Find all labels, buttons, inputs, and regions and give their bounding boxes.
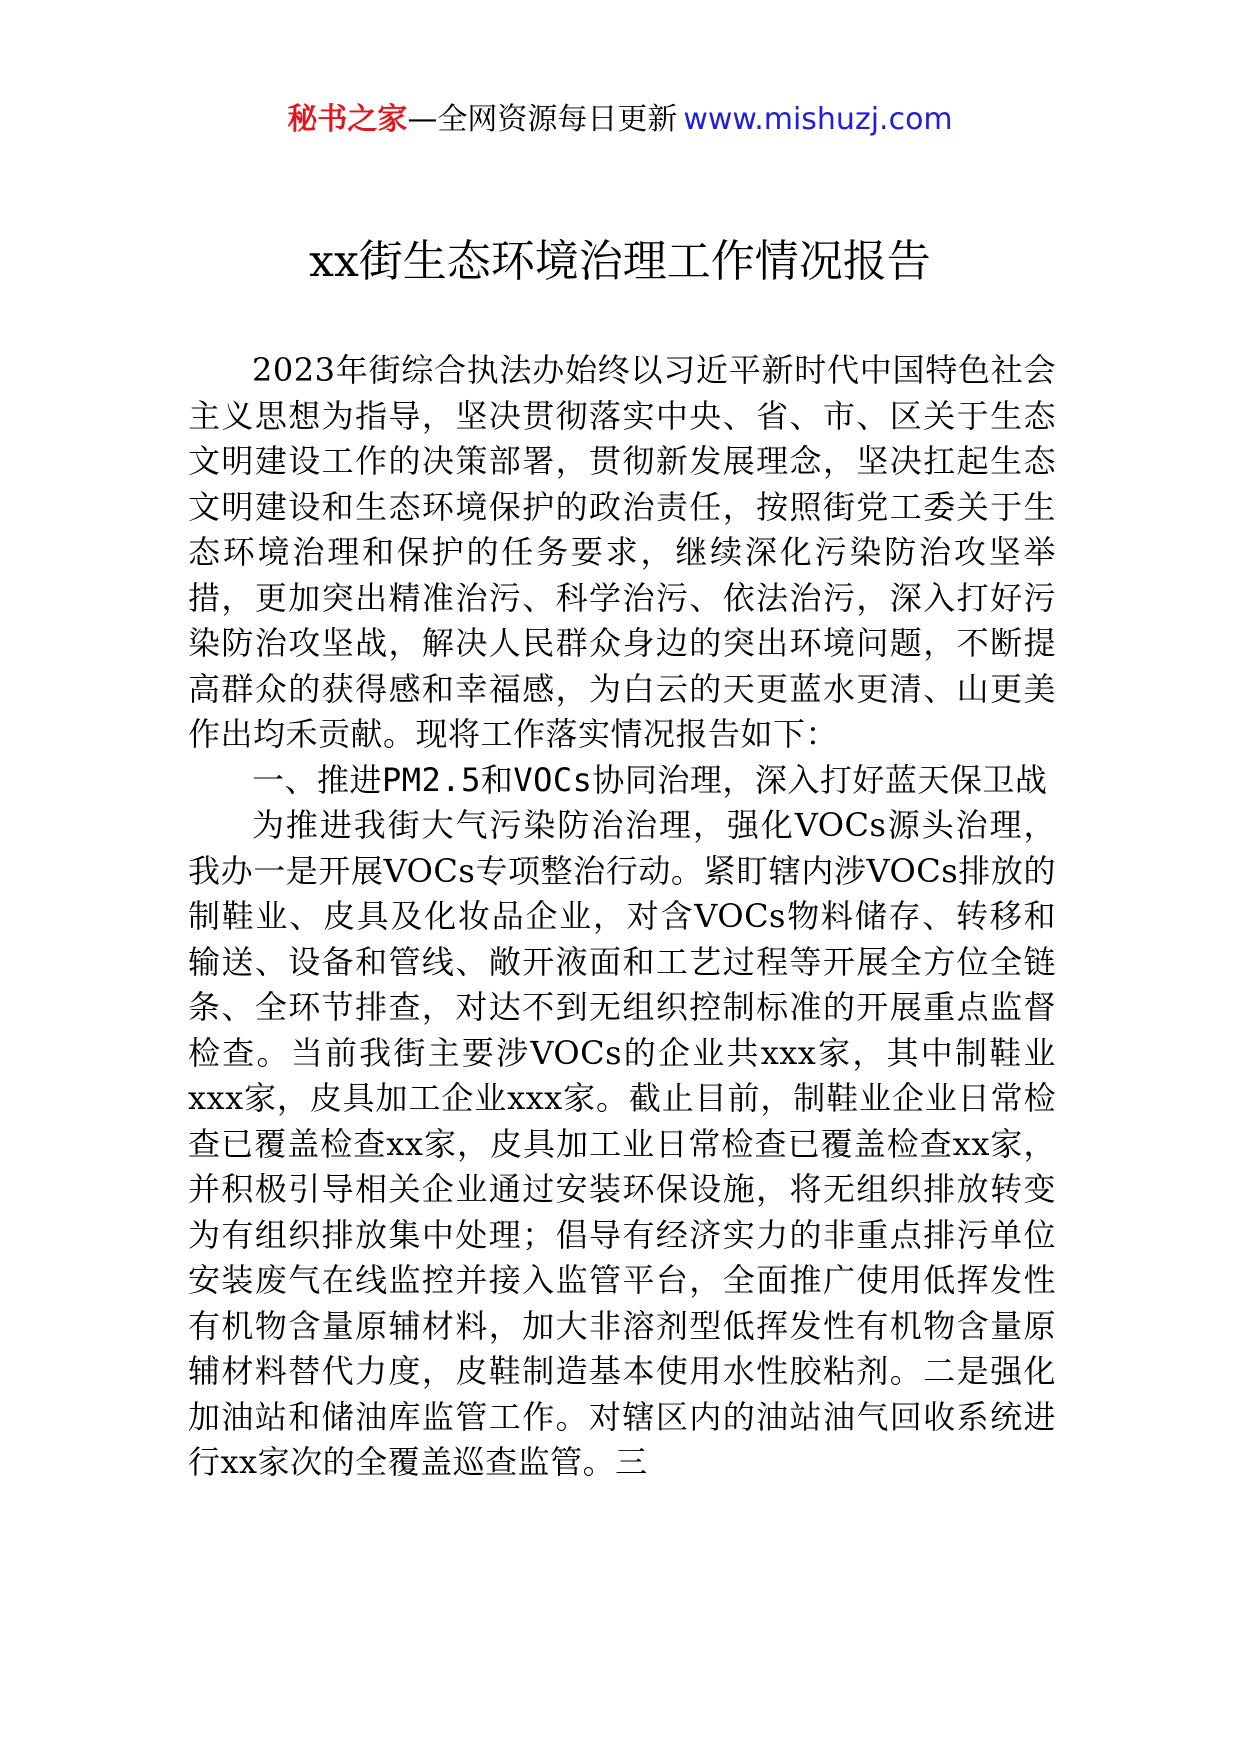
intro-paragraph: 2023年街综合执法办始终以习近平新时代中国特色社会主义思想为指导，坚决贯彻落实中央、省、市、区关于生态文明建设工作的决策部署，贯彻新发展理念，坚决扛起生态文明建设和生态环境保护的政治责任，按照街党工委关于生态环境治理和保护的任务要求，继续深化污染防治攻坚举措，更加突出精准治污、科学治污、依法治污，深入打好污染防治攻坚战，解决人民群众身边的突出环境问题，不断提高群众的获得感和幸福感，为白云的天更蓝水更清、山更美作出均禾贡献。现将工作落实情况报告如下： — [188, 351, 1056, 753]
document-title: xx街生态环境治理工作情况报告 — [309, 236, 931, 287]
banner-slogan: —全网资源每日更新 — [407, 102, 678, 137]
brand-name: 秘书之家 — [287, 102, 408, 137]
site-url-link[interactable]: www.mishuzj.com — [683, 102, 953, 137]
body-paragraph: 为推进我街大气污染防治治理，强化VOCs源头治理，我办一是开展VOCs专项整治行动。紧盯辖内涉VOCs排放的制鞋业、皮具及化妆品企业，对含VOCs物料储存、转移和输送、设备和管线、敞开液面和工艺过程等开展全方位全链条、全环节排查，对达不到无组织控制标准的开展重点监督检查。当前我街主要涉VOCs的企业共xxx家，其中制鞋业xxx家，皮具加工企业xxx家。截止目前，制鞋业企业日常检查已覆盖检查xx家，皮具加工业日常检查已覆盖检查xx家，并积极引导相关企业通过安装环保设施，将无组织排放转变为有组织排放集中处理；倡导有经济实力的非重点排污单位安装废气在线监控并接入监管平台，全面推广使用低挥发性有机物含量原辅材料，加大非溶剂型低挥发性有机物含量原辅材料替代力度，皮鞋制造基本使用水性胶粘剂。二是强化加油站和储油库监管工作。对辖区内的油站油气回收系统进行xx家次的全覆盖巡查监管。三 — [188, 806, 1056, 1481]
section-heading: 一、推进PM2.5和VOCs协同治理，深入打好蓝天保卫战 — [252, 760, 1048, 799]
site-banner — [0, 100, 1240, 140]
document-body — [188, 348, 1056, 1486]
